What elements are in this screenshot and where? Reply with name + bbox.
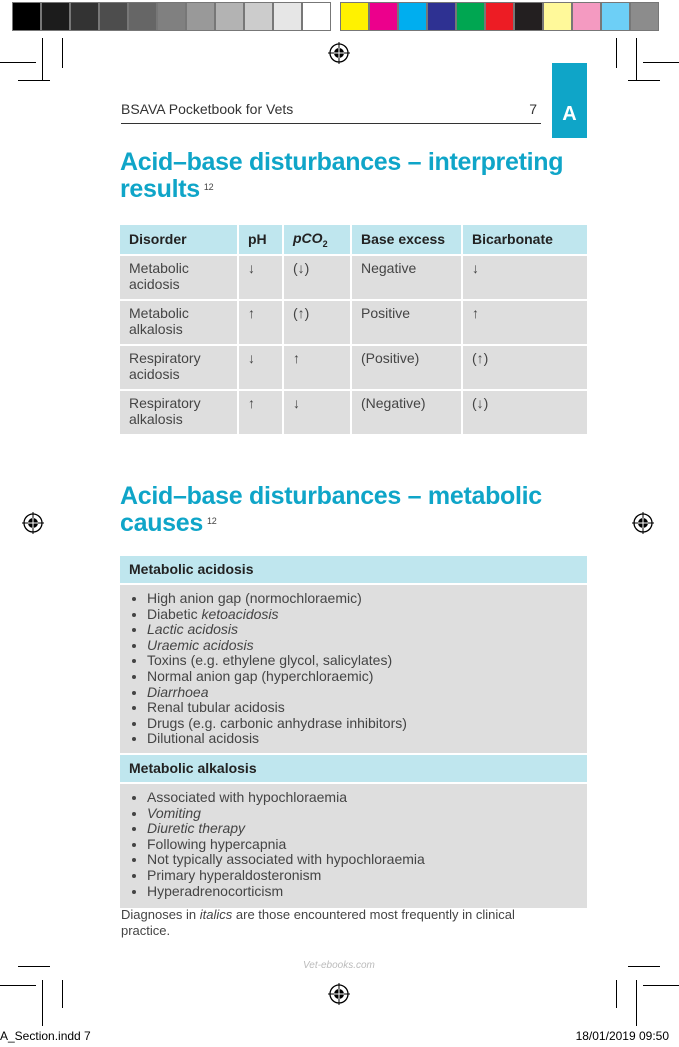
section-tab xyxy=(552,63,587,138)
registration-mark-icon xyxy=(328,42,350,64)
alkalosis-list-container xyxy=(120,782,587,908)
color-swatch xyxy=(99,2,128,31)
cell-disorder: Metabolic alkalosis xyxy=(120,300,238,345)
cell-ph: ↓ xyxy=(238,345,283,390)
color-swatch xyxy=(215,2,244,31)
running-title: BSAVA Pocketbook for Vets xyxy=(121,101,294,117)
list-item: • Following hypercapnia xyxy=(147,837,578,853)
section2-title xyxy=(120,483,580,537)
acidosis-list-container xyxy=(120,583,587,753)
footnote-italic: italics xyxy=(199,907,233,922)
col-ph: pH xyxy=(238,225,283,255)
color-swatch xyxy=(601,2,630,31)
crop-mark xyxy=(18,80,50,81)
table-row xyxy=(120,345,587,390)
cell-ph: ↑ xyxy=(238,390,283,434)
col-pco2 xyxy=(283,225,351,255)
color-swatch xyxy=(543,2,572,31)
crop-mark xyxy=(0,985,36,986)
crop-mark xyxy=(636,38,637,80)
printer-color-bar xyxy=(12,2,659,31)
crop-mark xyxy=(616,38,617,68)
alkalosis-heading: Metabolic alkalosis xyxy=(120,753,587,782)
table-header-row xyxy=(120,225,587,255)
col-disorder: Disorder xyxy=(120,225,238,255)
color-swatch xyxy=(273,2,302,31)
list-item: • Lactic acidosis xyxy=(147,622,578,638)
col-base-excess: Base excess xyxy=(351,225,462,255)
crop-mark xyxy=(62,980,63,1008)
list-item: • Hyperadrenocorticism xyxy=(147,884,578,900)
crop-mark xyxy=(636,980,637,1026)
section2-ref: 12 xyxy=(207,516,217,526)
list-item: • Renal tubular acidosis xyxy=(147,700,578,716)
alkalosis-list xyxy=(129,790,578,899)
col-pco2-label xyxy=(293,230,323,246)
cell-disorder: Respiratory acidosis xyxy=(120,345,238,390)
cell-ph: ↓ xyxy=(238,255,283,300)
registration-mark-icon xyxy=(22,512,44,534)
list-item xyxy=(147,607,578,623)
crop-mark xyxy=(0,62,36,63)
list-item: • Drugs (e.g. carbonic anhydrase inhibitors) xyxy=(147,716,578,732)
footnote-post: are those encountered most frequently in clinical practice. xyxy=(121,907,515,938)
crop-mark xyxy=(62,38,63,68)
color-swatch xyxy=(340,2,369,31)
list-item: • Diuretic therapy xyxy=(147,821,578,837)
section1-ref: 12 xyxy=(203,182,214,192)
list-item: • Associated with hypochloraemia xyxy=(147,790,578,806)
list-item: • Toxins (e.g. ethylene glycol, salicylates) xyxy=(147,653,578,669)
cell-pco2: (↓) xyxy=(283,255,351,300)
section-tab-letter: A xyxy=(562,103,577,125)
color-swatch xyxy=(157,2,186,31)
col-pco2-text: pCO xyxy=(293,230,323,246)
page-number: 7 xyxy=(529,101,537,117)
registration-mark-icon xyxy=(632,512,654,534)
cell-bicarbonate: ↑ xyxy=(462,300,587,345)
color-swatch xyxy=(70,2,99,31)
col-pco2-sub: 2 xyxy=(322,238,328,249)
crop-mark xyxy=(42,38,43,80)
cell-disorder: Metabolic acidosis xyxy=(120,255,238,300)
list-item-text: Diabetic xyxy=(147,605,202,622)
color-swatch xyxy=(41,2,70,31)
color-swatch xyxy=(186,2,215,31)
color-swatch xyxy=(572,2,601,31)
crop-mark xyxy=(616,980,617,1008)
cell-pco2: (↑) xyxy=(283,300,351,345)
cell-base-excess: (Negative) xyxy=(351,390,462,434)
color-swatch xyxy=(369,2,398,31)
color-swatch xyxy=(128,2,157,31)
section1-title-text: Acid–base disturbances – interpreting results xyxy=(120,148,564,203)
color-swatch xyxy=(485,2,514,31)
color-swatch xyxy=(514,2,543,31)
cell-base-excess: Negative xyxy=(351,255,462,300)
watermark: Vet-ebooks.com xyxy=(303,960,375,971)
color-swatch xyxy=(302,2,331,31)
acidosis-heading: Metabolic acidosis xyxy=(120,556,587,583)
color-swatch xyxy=(456,2,485,31)
crop-mark xyxy=(628,966,660,967)
table-row xyxy=(120,255,587,300)
list-item: • Primary hyperaldosteronism xyxy=(147,868,578,884)
crop-mark xyxy=(18,966,50,967)
list-item: • Dilutional acidosis xyxy=(147,731,578,747)
list-item: • Not typically associated with hypochloraemia xyxy=(147,852,578,868)
table-row xyxy=(120,300,587,345)
cell-pco2: ↓ xyxy=(283,390,351,434)
slug-file: A_Section.indd 7 xyxy=(0,1029,91,1043)
registration-mark-icon xyxy=(328,983,350,1005)
footnote xyxy=(121,907,521,939)
interpretation-table xyxy=(120,225,587,434)
list-item: • High anion gap (normochloraemic) xyxy=(147,591,578,607)
section1-title xyxy=(120,149,580,203)
color-swatch xyxy=(398,2,427,31)
cell-pco2: ↑ xyxy=(283,345,351,390)
footnote-pre: Diagnoses in xyxy=(121,907,200,922)
section2-title-text: Acid–base disturbances – metabolic causes xyxy=(120,482,542,537)
color-bar-gap xyxy=(331,2,340,31)
list-item: • Uraemic acidosis xyxy=(147,638,578,654)
running-header xyxy=(121,101,541,124)
acidosis-list xyxy=(129,591,578,747)
list-item: • Diarrhoea xyxy=(147,685,578,701)
color-swatch xyxy=(630,2,659,31)
cell-base-excess: (Positive) xyxy=(351,345,462,390)
list-item: • Normal anion gap (hyperchloraemic) xyxy=(147,669,578,685)
cell-bicarbonate: ↓ xyxy=(462,255,587,300)
cell-bicarbonate: (↓) xyxy=(462,390,587,434)
crop-mark xyxy=(643,985,679,986)
crop-mark xyxy=(42,980,43,1026)
crop-mark xyxy=(628,80,660,81)
color-swatch xyxy=(427,2,456,31)
list-item: • Vomiting xyxy=(147,806,578,822)
metabolic-causes-box xyxy=(120,556,587,908)
cell-base-excess: Positive xyxy=(351,300,462,345)
cell-ph: ↑ xyxy=(238,300,283,345)
slug-datetime: 18/01/2019 09:50 xyxy=(575,1029,669,1043)
cell-disorder: Respiratory alkalosis xyxy=(120,390,238,434)
table-row xyxy=(120,390,587,434)
col-bicarbonate: Bicarbonate xyxy=(462,225,587,255)
color-swatch xyxy=(12,2,41,31)
cell-bicarbonate: (↑) xyxy=(462,345,587,390)
color-swatch xyxy=(244,2,273,31)
list-item-italic: ketoacidosis xyxy=(201,605,279,622)
crop-mark xyxy=(643,62,679,63)
